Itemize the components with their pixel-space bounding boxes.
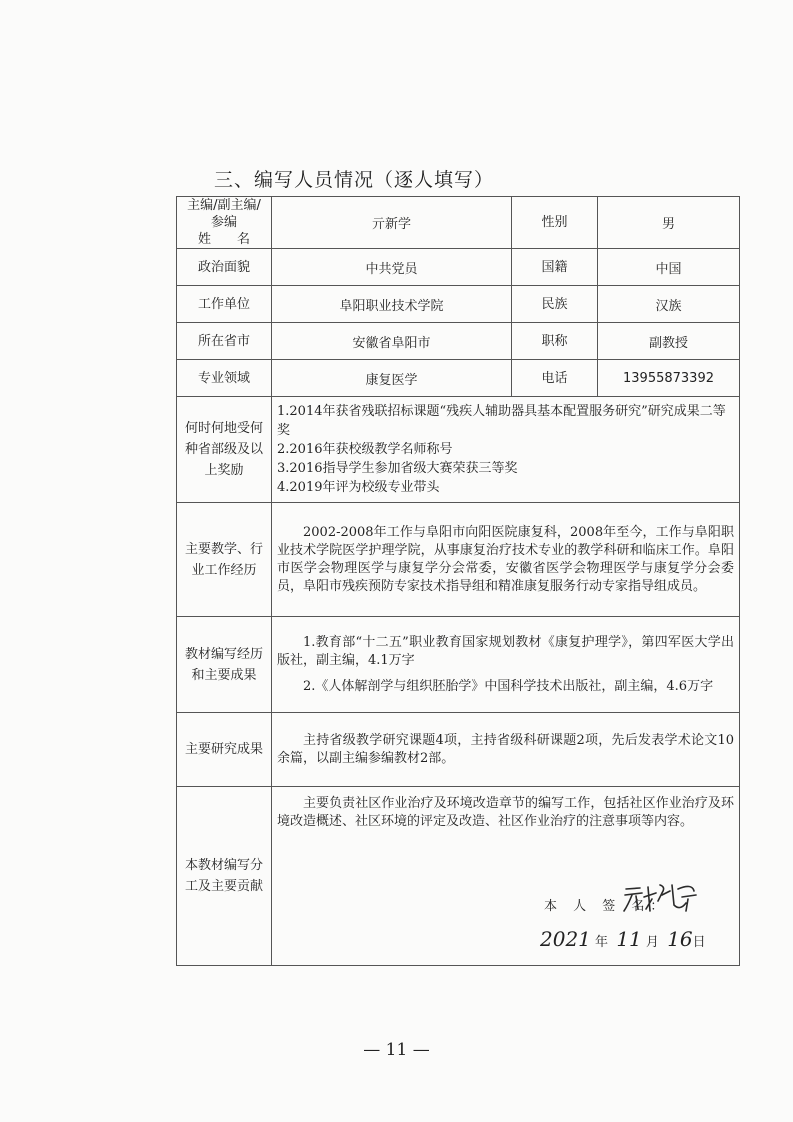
date-month: 11 [616, 927, 642, 951]
province-label: 所在省市 [177, 323, 272, 360]
signature-label: 本 人 签 名： [544, 899, 670, 914]
award-item: 3.2016指导学生参加省级大赛荣获三等奖 [277, 461, 518, 476]
experience-text: 2002-2008年工作与阜阳市向阳医院康复科，2008年至今，工作与阜阳职业技术学院医学护理学院，从事康复治疗技术专业的教学科研和临床工作。阜阳市医学会物理医学与康复学分会常委，安徽省医学会物理医学与康复学分会委员，阜阳市残疾预防专家技术指导组和精准康复服务行动专家指导组成员。 [272, 503, 740, 617]
awards-label: 何时何地受何种省部级及以上奖励 [177, 397, 272, 503]
nationality-label: 国籍 [512, 249, 598, 286]
date-day: 16 [667, 927, 693, 951]
date-month-unit: 月 [645, 935, 659, 950]
contribution-cell [272, 787, 740, 966]
date-day-unit: 日 [692, 935, 706, 950]
textbooks-label: 教材编写经历和主要成果 [177, 617, 272, 713]
ethnic-label: 民族 [512, 286, 598, 323]
page-number: — 11 — [363, 1040, 430, 1060]
politics-value: 中共党员 [272, 249, 512, 286]
ethnic-value: 汉族 [598, 286, 740, 323]
section-title: 三、编写人员情况（逐人填写） [214, 169, 495, 191]
author-info-table [176, 196, 740, 966]
experience-label: 主要教学、行业工作经历 [177, 503, 272, 617]
phone-label: 电话 [512, 360, 598, 397]
award-item: 1.2014年获省残联招标课题“残疾人辅助器具基本配置服务研究”研究成果二等奖 [277, 404, 726, 438]
phone-value: 13955873392 [598, 360, 740, 397]
handwritten-signature [622, 879, 702, 915]
date-year: 2021 [540, 927, 591, 951]
awards-list [272, 397, 740, 503]
name-label-line1: 主编/副主编/参编 [187, 198, 261, 230]
textbook-item: 2.《人体解剖学与组织胚胎学》中国科学技术出版社，副主编，4.6万字 [303, 678, 714, 694]
sign-date [540, 927, 706, 951]
date-year-unit: 年 [595, 935, 609, 950]
contribution-label: 本教材编写分工及主要贡献 [177, 787, 272, 966]
research-text: 主持省级教学研究课题4项，主持省级科研课题2项，先后发表学术论文10余篇，以副主编参编教材2部。 [272, 713, 740, 787]
textbook-item: 1.教育部“十二五”职业教育国家规划教材《康复护理学》，第四军医大学出版社，副主编，4.1万字 [277, 634, 734, 668]
nationality-value: 中国 [598, 249, 740, 286]
name-label-line2: 姓 名 [197, 232, 250, 247]
politics-label: 政治面貌 [177, 249, 272, 286]
award-item: 2.2016年获校级教学名师称号 [277, 442, 453, 457]
gender-label: 性别 [512, 197, 598, 249]
textbooks-list [272, 617, 740, 713]
research-label: 主要研究成果 [177, 713, 272, 787]
title-value: 副教授 [598, 323, 740, 360]
gender-value: 男 [598, 197, 740, 249]
name-value: 亓新学 [272, 197, 512, 249]
contribution-text: 主要负责社区作业治疗及环境改造章节的编写工作，包括社区作业治疗及环境改造概述、社区环境的评定及改造、社区作业治疗的注意事项等内容。 [277, 796, 734, 829]
work-label: 工作单位 [177, 286, 272, 323]
name-label [177, 197, 272, 249]
field-label: 专业领域 [177, 360, 272, 397]
field-value: 康复医学 [272, 360, 512, 397]
award-item: 4.2019年评为校级专业带头 [277, 480, 440, 495]
title-label: 职称 [512, 323, 598, 360]
work-value: 阜阳职业技术学院 [272, 286, 512, 323]
province-value: 安徽省阜阳市 [272, 323, 512, 360]
